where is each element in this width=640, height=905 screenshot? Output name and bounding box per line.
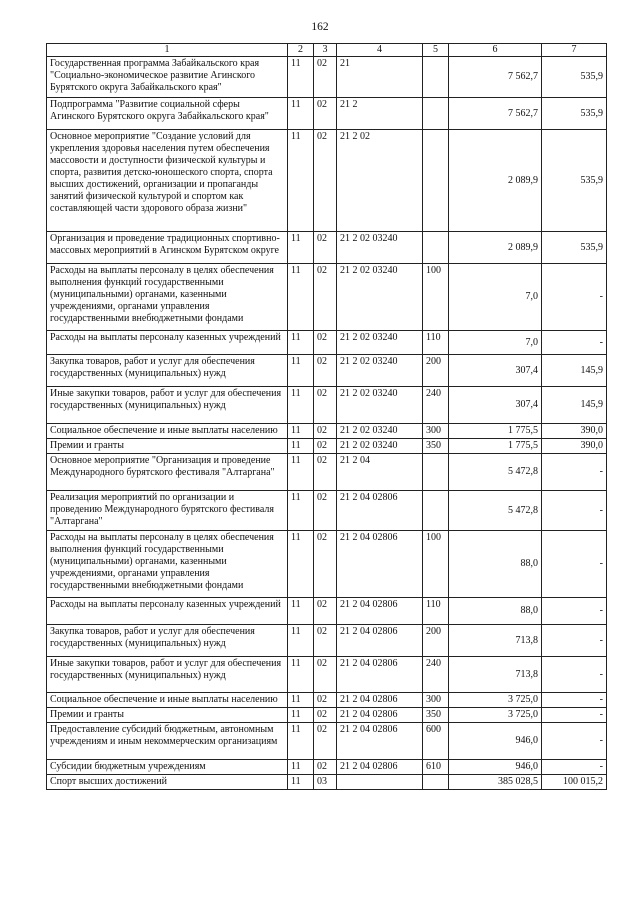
expense-type-code: 110 <box>423 598 449 625</box>
subsection-code: 02 <box>314 232 337 264</box>
header-row <box>47 44 607 57</box>
section-code: 11 <box>288 331 314 355</box>
section-code: 11 <box>288 657 314 693</box>
table-row <box>47 760 607 775</box>
subsection-code: 02 <box>314 491 337 531</box>
amount-total: 7,0 <box>449 264 542 331</box>
amount-total: 7,0 <box>449 331 542 355</box>
subsection-code: 02 <box>314 723 337 760</box>
table-row <box>47 693 607 708</box>
section-code: 11 <box>288 723 314 760</box>
target-article-code: 21 2 04 02806 <box>337 760 423 775</box>
subsection-code: 02 <box>314 331 337 355</box>
amount-secondary: - <box>542 760 607 775</box>
section-code: 11 <box>288 439 314 454</box>
expense-type-code <box>423 98 449 130</box>
amount-secondary: - <box>542 598 607 625</box>
table-row <box>47 657 607 693</box>
table-row <box>47 57 607 98</box>
target-article-code: 21 2 02 03240 <box>337 439 423 454</box>
item-name: Закупка товаров, работ и услуг для обеспечения государственных (муниципальных) нужд <box>47 355 288 387</box>
section-code: 11 <box>288 130 314 232</box>
column-header: 3 <box>314 44 337 57</box>
item-name: Организация и проведение традиционных спортивно-массовых мероприятий в Агинском Бурятском округе <box>47 232 288 264</box>
table-row <box>47 454 607 491</box>
expense-type-code: 110 <box>423 331 449 355</box>
amount-secondary: 145,9 <box>542 387 607 424</box>
amount-secondary: - <box>542 708 607 723</box>
item-name: Государственная программа Забайкальского края "Социально-экономическое развитие Агинского Бурятского округа Забайкальского края" <box>47 57 288 98</box>
subsection-code: 02 <box>314 130 337 232</box>
section-code: 11 <box>288 264 314 331</box>
table-row <box>47 708 607 723</box>
subsection-code: 02 <box>314 657 337 693</box>
column-header: 6 <box>449 44 542 57</box>
amount-secondary: 145,9 <box>542 355 607 387</box>
amount-total: 307,4 <box>449 355 542 387</box>
target-article-code: 21 2 <box>337 98 423 130</box>
table-row <box>47 531 607 598</box>
item-name: Премии и гранты <box>47 439 288 454</box>
table-row <box>47 625 607 657</box>
item-name: Закупка товаров, работ и услуг для обеспечения государственных (муниципальных) нужд <box>47 625 288 657</box>
target-article-code: 21 2 04 02806 <box>337 708 423 723</box>
table-row <box>47 598 607 625</box>
table-row <box>47 439 607 454</box>
target-article-code: 21 2 02 03240 <box>337 424 423 439</box>
section-code: 11 <box>288 98 314 130</box>
column-header: 1 <box>47 44 288 57</box>
budget-table <box>46 43 607 790</box>
subsection-code: 02 <box>314 531 337 598</box>
amount-secondary: 390,0 <box>542 439 607 454</box>
section-code: 11 <box>288 355 314 387</box>
amount-secondary: - <box>542 331 607 355</box>
expense-type-code: 240 <box>423 387 449 424</box>
table-row <box>47 491 607 531</box>
amount-secondary: - <box>542 454 607 491</box>
subsection-code: 02 <box>314 424 337 439</box>
page-number: 162 <box>311 21 329 33</box>
section-code: 11 <box>288 708 314 723</box>
subsection-code: 02 <box>314 760 337 775</box>
amount-total: 3 725,0 <box>449 708 542 723</box>
amount-secondary: 535,9 <box>542 130 607 232</box>
amount-total: 7 562,7 <box>449 98 542 130</box>
amount-total: 1 775,5 <box>449 424 542 439</box>
amount-total: 7 562,7 <box>449 57 542 98</box>
item-name: Спорт высших достижений <box>47 775 288 790</box>
amount-total: 1 775,5 <box>449 439 542 454</box>
table-row <box>47 232 607 264</box>
section-code: 11 <box>288 491 314 531</box>
item-name: Социальное обеспечение и иные выплаты населению <box>47 424 288 439</box>
amount-secondary: 535,9 <box>542 98 607 130</box>
amount-secondary: - <box>542 264 607 331</box>
table-body <box>47 57 607 790</box>
amount-total: 2 089,9 <box>449 232 542 264</box>
amount-total: 385 028,5 <box>449 775 542 790</box>
table-row <box>47 331 607 355</box>
target-article-code: 21 2 02 <box>337 130 423 232</box>
subsection-code: 02 <box>314 387 337 424</box>
column-header: 7 <box>542 44 607 57</box>
expense-type-code <box>423 454 449 491</box>
subsection-code: 02 <box>314 708 337 723</box>
item-name: Основное мероприятие "Создание условий для укрепления здоровья населения путем обеспечения массовости и доступности физической культуры и спорта, развития детско-юношеского спорта, спорта высших достижений, организации и пропаганды занятий физической культурой и спортом как составляющей части здорового образа жизни" <box>47 130 288 232</box>
table-row <box>47 775 607 790</box>
expense-type-code <box>423 57 449 98</box>
subsection-code: 02 <box>314 57 337 98</box>
expense-type-code: 200 <box>423 355 449 387</box>
amount-total: 946,0 <box>449 723 542 760</box>
target-article-code: 21 2 02 03240 <box>337 331 423 355</box>
amount-total: 88,0 <box>449 531 542 598</box>
subsection-code: 02 <box>314 693 337 708</box>
table-row <box>47 723 607 760</box>
target-article-code: 21 2 04 02806 <box>337 723 423 760</box>
item-name: Социальное обеспечение и иные выплаты населению <box>47 693 288 708</box>
amount-total: 307,4 <box>449 387 542 424</box>
expense-type-code <box>423 232 449 264</box>
subsection-code: 02 <box>314 598 337 625</box>
subsection-code: 03 <box>314 775 337 790</box>
item-name: Расходы на выплаты персоналу в целях обеспечения выполнения функций государственными (муниципальными) органами, казенными учреждениями, органами управления государственными внебюджетными фондами <box>47 531 288 598</box>
table-row <box>47 387 607 424</box>
section-code: 11 <box>288 693 314 708</box>
section-code: 11 <box>288 531 314 598</box>
item-name: Иные закупки товаров, работ и услуг для обеспечения государственных (муниципальных) нужд <box>47 657 288 693</box>
subsection-code: 02 <box>314 454 337 491</box>
table-row <box>47 98 607 130</box>
column-header: 5 <box>423 44 449 57</box>
subsection-code: 02 <box>314 439 337 454</box>
subsection-code: 02 <box>314 355 337 387</box>
expense-type-code: 300 <box>423 424 449 439</box>
section-code: 11 <box>288 57 314 98</box>
expense-type-code <box>423 491 449 531</box>
amount-total: 713,8 <box>449 657 542 693</box>
amount-secondary: 535,9 <box>542 232 607 264</box>
section-code: 11 <box>288 387 314 424</box>
target-article-code: 21 2 02 03240 <box>337 264 423 331</box>
expense-type-code: 600 <box>423 723 449 760</box>
item-name: Основное мероприятие "Организация и проведение Международного бурятского фестиваля "Алтаргана" <box>47 454 288 491</box>
amount-secondary: 100 015,2 <box>542 775 607 790</box>
amount-secondary: - <box>542 693 607 708</box>
item-name: Расходы на выплаты персоналу казенных учреждений <box>47 331 288 355</box>
expense-type-code: 350 <box>423 439 449 454</box>
section-code: 11 <box>288 625 314 657</box>
item-name: Предоставление субсидий бюджетным, автономным учреждениям и иным некоммерческим организациям <box>47 723 288 760</box>
subsection-code: 02 <box>314 98 337 130</box>
amount-total: 88,0 <box>449 598 542 625</box>
item-name: Премии и гранты <box>47 708 288 723</box>
amount-secondary: - <box>542 723 607 760</box>
section-code: 11 <box>288 598 314 625</box>
section-code: 11 <box>288 775 314 790</box>
item-name: Расходы на выплаты персоналу в целях обеспечения выполнения функций государственными (муниципальными) органами, казенными учреждениями, органами управления государственными внебюджетными фондами <box>47 264 288 331</box>
column-header: 4 <box>337 44 423 57</box>
section-code: 11 <box>288 424 314 439</box>
table-row <box>47 264 607 331</box>
section-code: 11 <box>288 232 314 264</box>
amount-total: 713,8 <box>449 625 542 657</box>
expense-type-code: 350 <box>423 708 449 723</box>
amount-total: 2 089,9 <box>449 130 542 232</box>
item-name: Субсидии бюджетным учреждениям <box>47 760 288 775</box>
subsection-code: 02 <box>314 264 337 331</box>
expense-type-code: 610 <box>423 760 449 775</box>
target-article-code: 21 2 04 02806 <box>337 598 423 625</box>
amount-secondary: 390,0 <box>542 424 607 439</box>
item-name: Реализация мероприятий по организации и проведению Международного бурятского фестиваля "Алтаргана" <box>47 491 288 531</box>
item-name: Расходы на выплаты персоналу казенных учреждений <box>47 598 288 625</box>
table-row <box>47 424 607 439</box>
amount-secondary: - <box>542 657 607 693</box>
expense-type-code: 200 <box>423 625 449 657</box>
amount-secondary: - <box>542 491 607 531</box>
amount-total: 946,0 <box>449 760 542 775</box>
subsection-code: 02 <box>314 625 337 657</box>
amount-total: 3 725,0 <box>449 693 542 708</box>
amount-secondary: - <box>542 625 607 657</box>
amount-secondary: - <box>542 531 607 598</box>
target-article-code: 21 2 02 03240 <box>337 232 423 264</box>
column-header: 2 <box>288 44 314 57</box>
item-name: Иные закупки товаров, работ и услуг для обеспечения государственных (муниципальных) нужд <box>47 387 288 424</box>
expense-type-code: 100 <box>423 531 449 598</box>
table-row <box>47 130 607 232</box>
expense-type-code <box>423 130 449 232</box>
expense-type-code: 100 <box>423 264 449 331</box>
target-article-code <box>337 775 423 790</box>
table-row <box>47 355 607 387</box>
amount-secondary: 535,9 <box>542 57 607 98</box>
expense-type-code: 300 <box>423 693 449 708</box>
target-article-code: 21 2 02 03240 <box>337 387 423 424</box>
target-article-code: 21 2 04 02806 <box>337 657 423 693</box>
target-article-code: 21 2 04 <box>337 454 423 491</box>
item-name: Подпрограмма "Развитие социальной сферы Агинского Бурятского округа Забайкальского края" <box>47 98 288 130</box>
expense-type-code: 240 <box>423 657 449 693</box>
target-article-code: 21 2 04 02806 <box>337 693 423 708</box>
target-article-code: 21 <box>337 57 423 98</box>
target-article-code: 21 2 02 03240 <box>337 355 423 387</box>
target-article-code: 21 2 04 02806 <box>337 491 423 531</box>
target-article-code: 21 2 04 02806 <box>337 625 423 657</box>
section-code: 11 <box>288 760 314 775</box>
section-code: 11 <box>288 454 314 491</box>
amount-total: 5 472,8 <box>449 491 542 531</box>
target-article-code: 21 2 04 02806 <box>337 531 423 598</box>
amount-total: 5 472,8 <box>449 454 542 491</box>
expense-type-code <box>423 775 449 790</box>
